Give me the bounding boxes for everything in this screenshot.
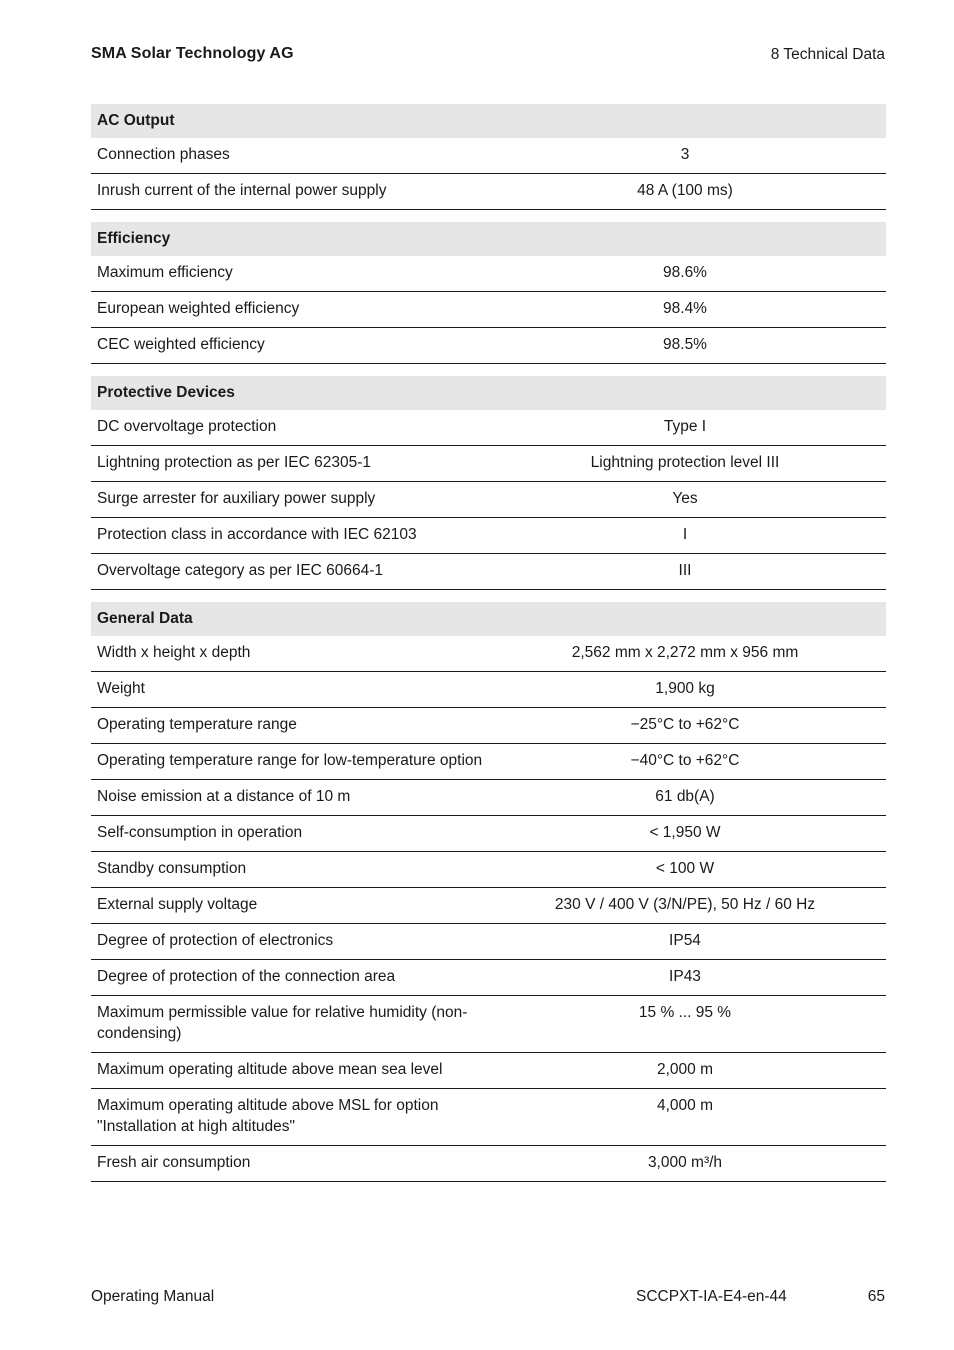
row-label: Maximum efficiency — [97, 264, 233, 281]
footer-page-number: 65 — [867, 1288, 885, 1305]
row-label: Noise emission at a distance of 10 m — [97, 788, 351, 805]
row-value: 230 V / 400 V (3/N/PE), 50 Hz / 60 Hz — [554, 896, 816, 913]
row-value: 4,000 m — [656, 1097, 713, 1114]
row-label: European weighted efficiency — [97, 300, 300, 317]
table-row — [91, 554, 886, 590]
row-value: I — [682, 526, 688, 543]
table-row — [91, 924, 886, 960]
row-value: 2,000 m — [656, 1061, 713, 1078]
section-efficiency — [91, 222, 886, 364]
row-label: Protection class in accordance with IEC 62103 — [97, 526, 417, 543]
row-value: 1,900 kg — [655, 680, 715, 697]
section-heading: Protective Devices — [91, 376, 886, 410]
row-value: < 1,950 W — [649, 824, 721, 841]
row-value: 3,000 m³/h — [647, 1154, 723, 1171]
row-label: Inrush current of the internal power supply — [97, 182, 387, 199]
row-value: Type I — [663, 418, 707, 435]
table-row — [91, 1146, 886, 1182]
footer-document-type: Operating Manual — [91, 1288, 215, 1305]
row-value: −40°C to +62°C — [630, 752, 740, 769]
row-value: Lightning protection level III — [590, 454, 780, 471]
row-label: Degree of protection of the connection area — [97, 968, 396, 985]
header-company: SMA Solar Technology AG — [91, 45, 294, 62]
row-value: 3 — [680, 146, 690, 163]
section-heading: AC Output — [91, 104, 886, 138]
row-label: Maximum permissible value for relative humidity (non-condensing) — [97, 1004, 468, 1042]
row-label: Fresh air consumption — [97, 1154, 251, 1171]
table-row — [91, 292, 886, 328]
row-label: Operating temperature range — [97, 716, 297, 733]
row-label: CEC weighted efficiency — [97, 336, 265, 353]
row-label: DC overvoltage protection — [97, 418, 277, 435]
row-label: Operating temperature range for low-temperature option — [97, 752, 483, 769]
row-value: 61 db(A) — [655, 788, 715, 805]
row-value: 98.5% — [663, 336, 707, 353]
row-value: < 100 W — [655, 860, 715, 877]
section-protective-devices — [91, 376, 886, 590]
table-row — [91, 1053, 886, 1089]
table-row — [91, 744, 886, 780]
row-label: Maximum operating altitude above mean sea level — [97, 1061, 443, 1078]
row-label: Overvoltage category as per IEC 60664-1 — [97, 562, 384, 579]
row-value: 98.6% — [663, 264, 707, 281]
row-value: 98.4% — [663, 300, 707, 317]
row-label: Standby consumption — [97, 860, 247, 877]
row-label: Width x height x depth — [97, 644, 251, 661]
row-label: Connection phases — [97, 146, 230, 163]
footer-doc-code: SCCPXT-IA-E4-en-44 — [636, 1288, 787, 1305]
row-value: 48 A (100 ms) — [637, 182, 733, 199]
technical-data-table — [91, 104, 886, 1194]
row-value: −25°C to +62°C — [630, 716, 740, 733]
row-label: Lightning protection as per IEC 62305-1 — [97, 454, 372, 471]
table-row — [91, 996, 886, 1053]
table-row — [91, 780, 886, 816]
row-label: External supply voltage — [97, 896, 258, 913]
row-value: IP43 — [669, 968, 701, 985]
row-value: IP54 — [669, 932, 701, 949]
table-row — [91, 328, 886, 364]
table-row — [91, 708, 886, 744]
row-value: Yes — [672, 490, 698, 507]
table-row — [91, 960, 886, 996]
table-row — [91, 636, 886, 672]
row-value: III — [678, 562, 692, 579]
table-row — [91, 816, 886, 852]
section-heading: General Data — [91, 602, 886, 636]
row-value: 15 % ... 95 % — [638, 1004, 732, 1021]
table-row — [91, 446, 886, 482]
table-row — [91, 174, 886, 210]
table-row — [91, 852, 886, 888]
row-value: 2,562 mm x 2,272 mm x 956 mm — [571, 644, 799, 661]
table-row — [91, 410, 886, 446]
row-label: Weight — [97, 680, 145, 697]
header-chapter: 8 Technical Data — [770, 46, 885, 63]
table-row — [91, 672, 886, 708]
row-label: Self-consumption in operation — [97, 824, 303, 841]
row-label: Maximum operating altitude above MSL for option "Installation at high altitudes" — [97, 1097, 439, 1135]
table-row — [91, 518, 886, 554]
section-general-data — [91, 602, 886, 1182]
table-row — [91, 1089, 886, 1146]
table-row — [91, 482, 886, 518]
section-ac-output — [91, 104, 886, 210]
table-row — [91, 256, 886, 292]
section-heading: Efficiency — [91, 222, 886, 256]
table-row — [91, 138, 886, 174]
row-label: Degree of protection of electronics — [97, 932, 334, 949]
table-row — [91, 888, 886, 924]
row-label: Surge arrester for auxiliary power supply — [97, 490, 376, 507]
